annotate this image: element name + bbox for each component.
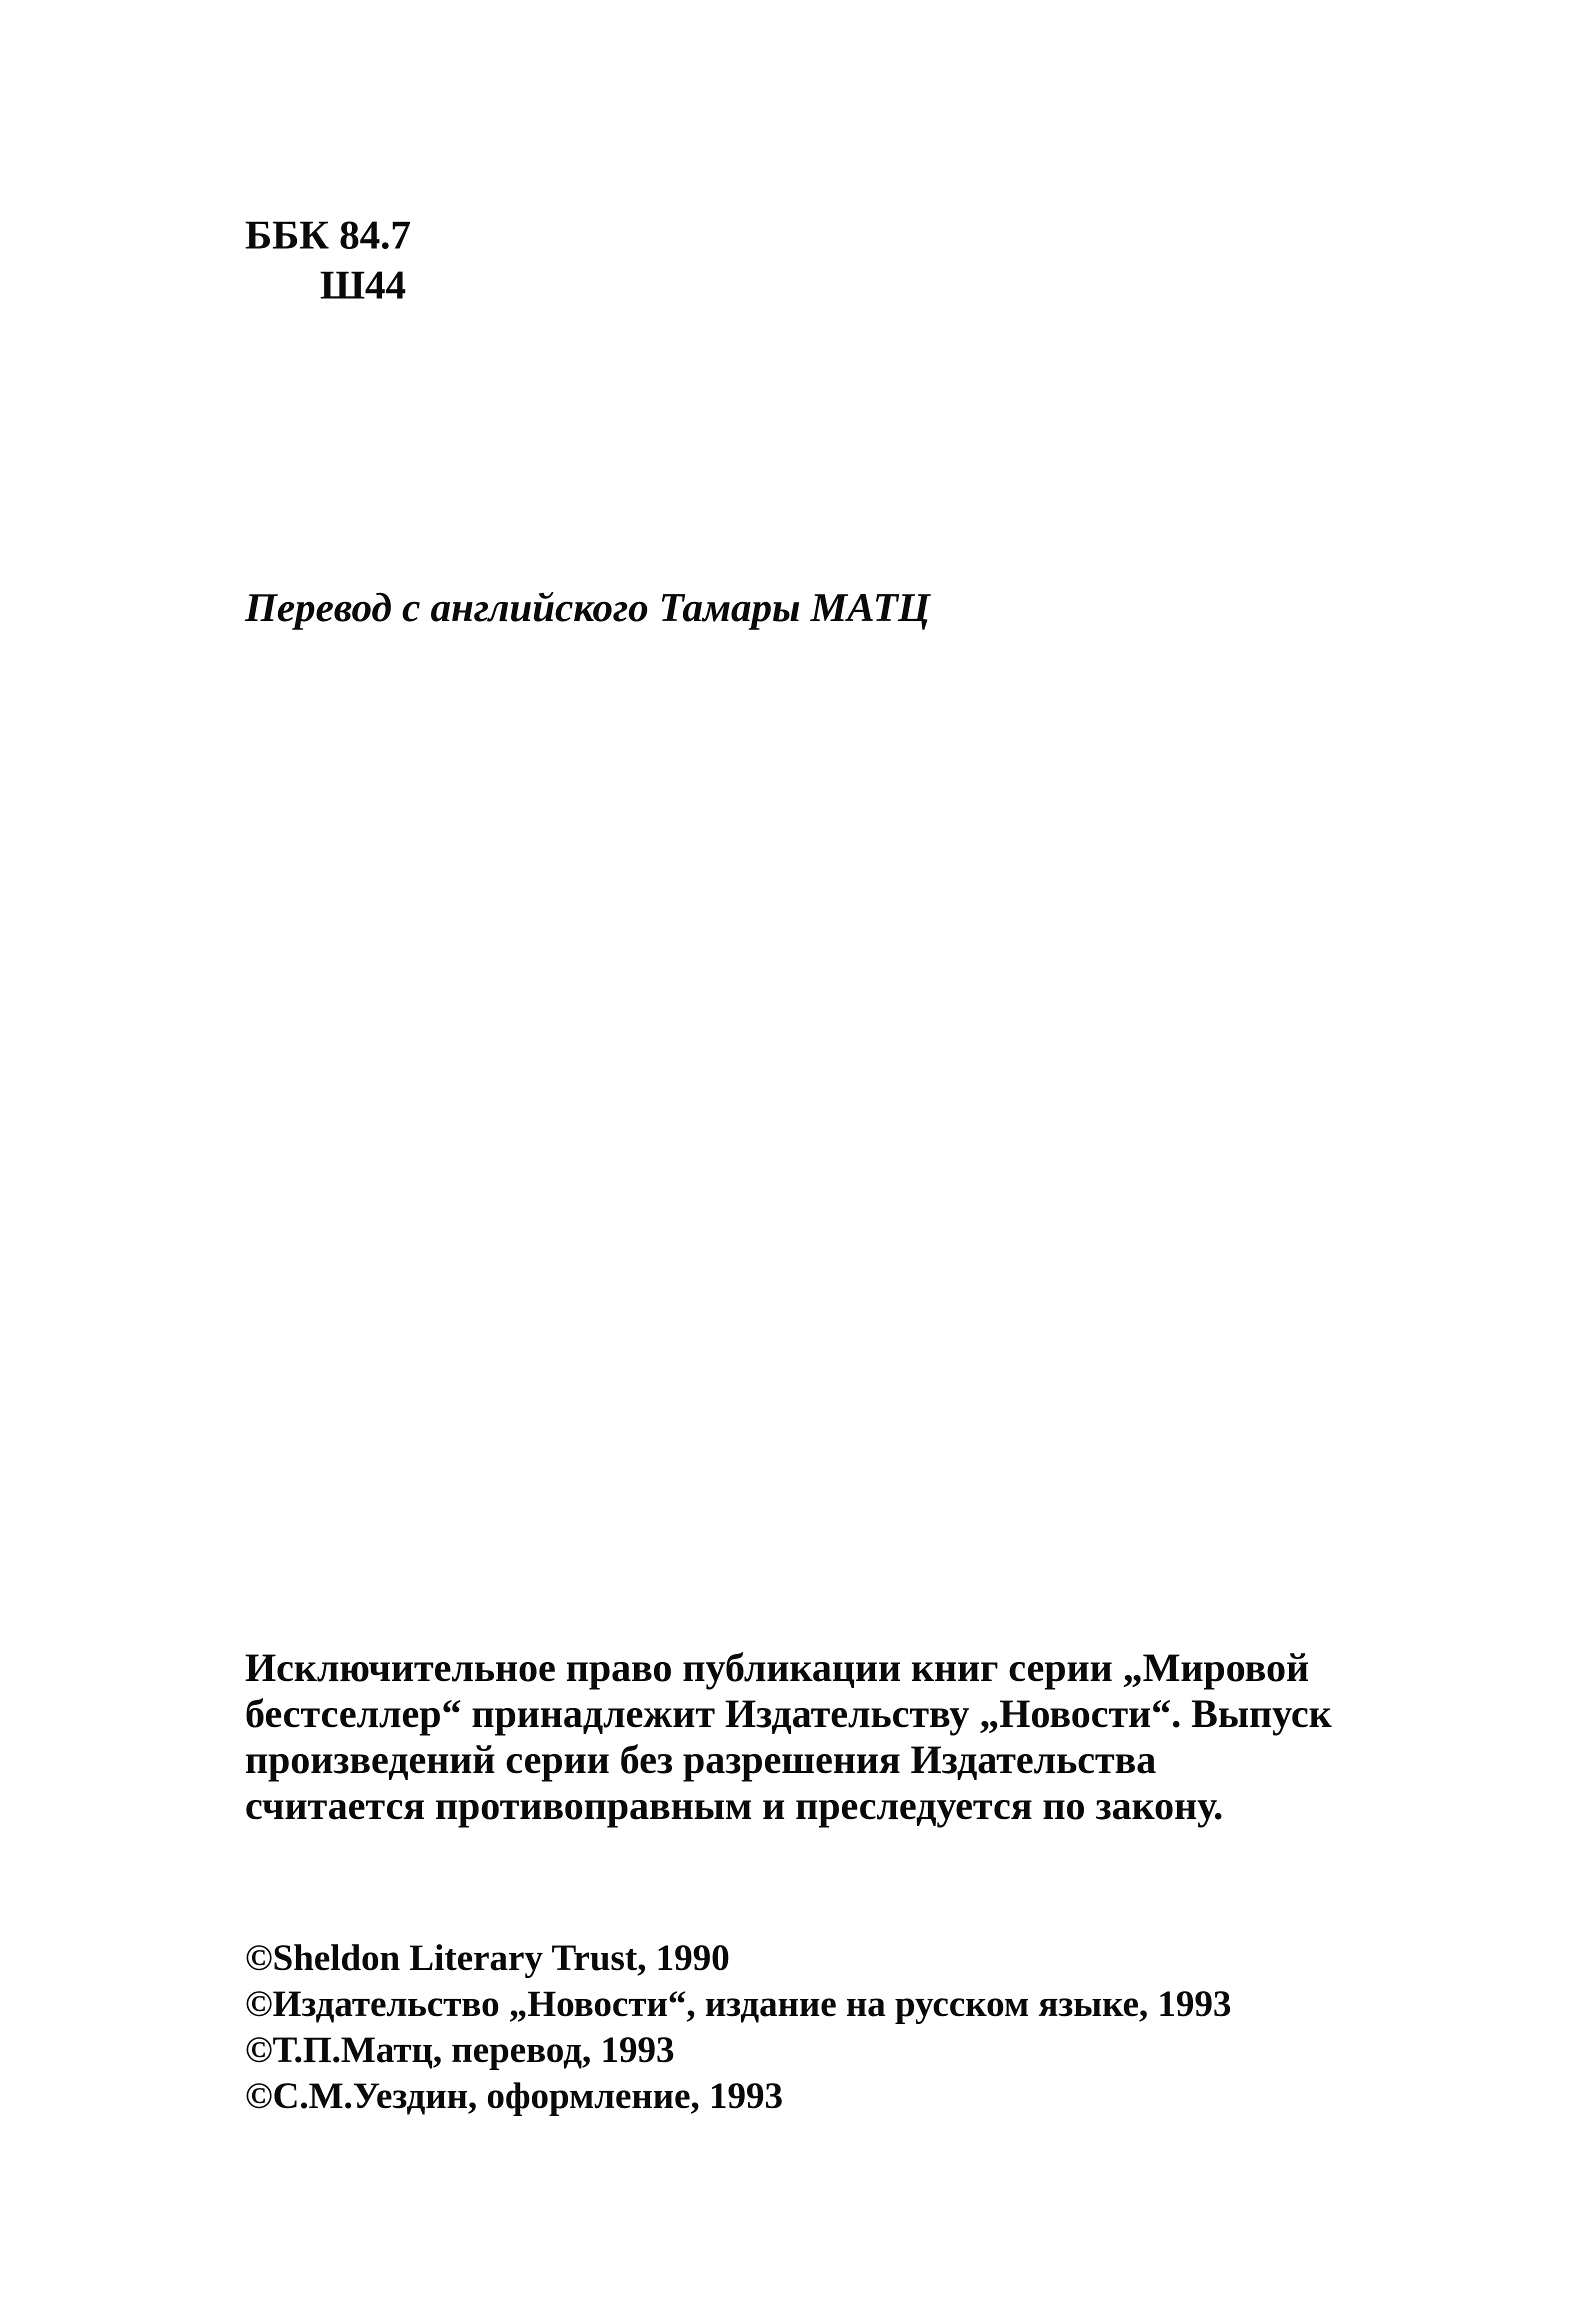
rights-notice-line: Исключительное право публикации книг серии „Мировой bbox=[245, 1646, 1310, 1690]
rights-notice-line: считается противоправным и преследуется по закону. bbox=[245, 1784, 1224, 1828]
classification-block bbox=[245, 210, 411, 310]
rights-notice-line: произведений серии без разрешения Издательства bbox=[245, 1738, 1156, 1782]
bbk-label: ББК 84.7 bbox=[245, 212, 411, 258]
copyright-line: ©Издательство „Новости“, издание на русском языке, 1993 bbox=[245, 1984, 1232, 2024]
copyright-line: ©Т.П.Матц, перевод, 1993 bbox=[245, 2030, 674, 2070]
rights-notice-line: бестселлер“ принадлежит Издательству „Новости“. Выпуск bbox=[245, 1692, 1332, 1736]
copyright-line: ©С.М.Уездин, оформление, 1993 bbox=[245, 2076, 783, 2116]
author-code: Ш44 bbox=[320, 262, 406, 308]
rights-notice bbox=[245, 1645, 1332, 1829]
copyright-block bbox=[245, 1935, 1232, 2119]
translation-credit: Перевод с английского Тамары МАТЦ bbox=[245, 584, 930, 630]
copyright-line: ©Sheldon Literary Trust, 1990 bbox=[245, 1938, 730, 1978]
